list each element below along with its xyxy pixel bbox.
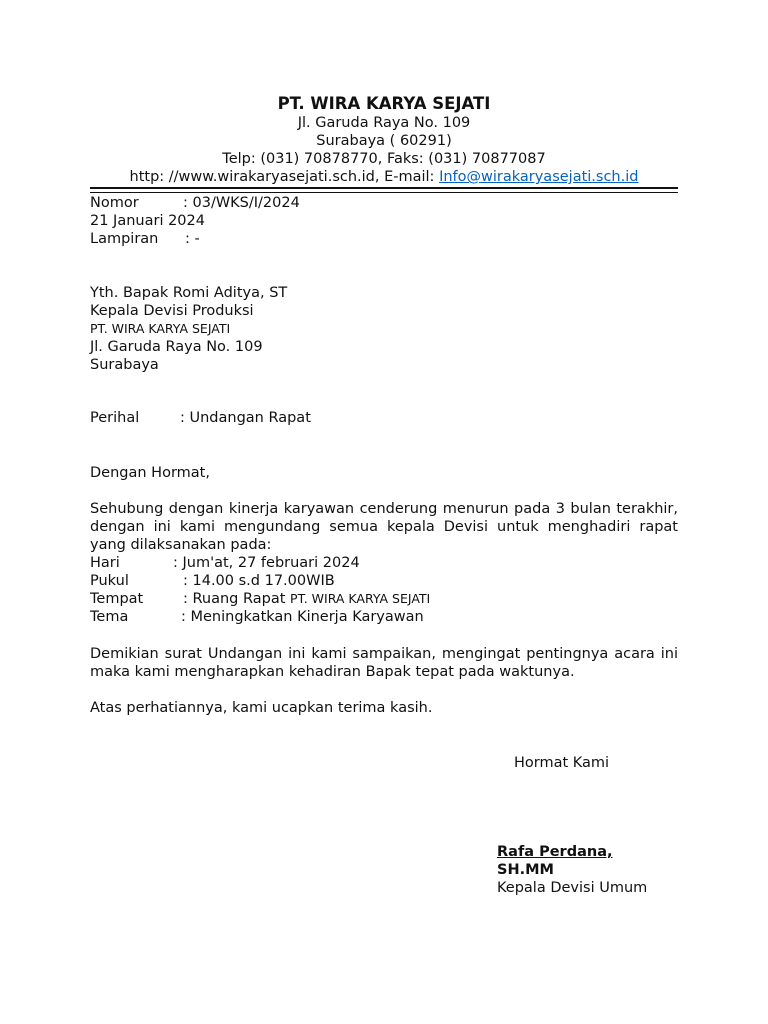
nomor-label: Nomor [90, 195, 139, 211]
recipient-address: Jl. Garuda Raya No. 109 [90, 339, 263, 355]
email-link[interactable]: Info@wirakaryasejati.sch.id [439, 169, 639, 185]
detail-value: : Ruang Rapat [183, 591, 291, 607]
recipient-company: PT. WIRA KARYA SEJATI [90, 321, 231, 336]
recipient-city: Surabaya [90, 357, 159, 373]
signer-degree: SH.MM [497, 862, 554, 878]
company-address: Jl. Garuda Raya No. 109 [297, 115, 471, 131]
signature-block [497, 843, 687, 897]
body-paragraph-1: Sehubung dengan kinerja karyawan cenderung menurun pada 3 bulan terakhir, dengan ini kami mengundang semua kepala Devisi untuk menghadiri rapat yang dilaksanakan pada: [90, 501, 678, 553]
detail-label: Tempat [90, 591, 144, 607]
letterhead-divider-thin [90, 192, 678, 193]
detail-label: Hari [90, 555, 120, 571]
nomor-row [90, 194, 678, 212]
body-paragraph-2: Demikian surat Undangan ini kami sampaikan, mengingat pentingnya acara ini maka kami mengharapkan kehadiran Bapak tepat pada waktunya. [90, 646, 678, 680]
company-name: PT. WIRA KARYA SEJATI [277, 94, 491, 113]
detail-value: : 14.00 s.d 17.00WIB [183, 573, 335, 589]
closing-text: Atas perhatiannya, kami ucapkan terima kasih. [90, 700, 433, 716]
detail-row-tema [90, 608, 678, 626]
subject-row [90, 409, 678, 427]
subject-label: Perihal [90, 410, 140, 426]
detail-value: : Meningkatkan Kinerja Karyawan [181, 609, 424, 625]
detail-label: Tema [90, 609, 129, 625]
signer-position: Kepala Devisi Umum [497, 880, 648, 896]
company-website: http: //www.wirakaryasejati.sch.id, E-mail: [129, 169, 440, 185]
signer-name: Rafa Perdana, [497, 844, 613, 860]
detail-row-hari [90, 554, 678, 572]
meeting-details [90, 554, 678, 626]
nomor-value: : 03/WKS/I/2024 [183, 195, 300, 211]
greeting [90, 464, 678, 482]
lampiran-label: Lampiran [90, 231, 159, 247]
detail-value-company: PT. WIRA KARYA SEJATI [290, 591, 431, 606]
recipient-position: Kepala Devisi Produksi [90, 303, 254, 319]
letter-meta [90, 194, 678, 248]
detail-value: : Jum'at, 27 februari 2024 [173, 555, 360, 571]
closing [90, 699, 678, 717]
detail-row-tempat [90, 590, 678, 608]
recipient-block [90, 284, 678, 374]
detail-label: Pukul [90, 573, 129, 589]
lampiran-value: : - [185, 231, 200, 247]
lampiran-row [90, 230, 678, 248]
detail-row-pukul [90, 572, 678, 590]
company-city: Surabaya ( 60291) [316, 133, 452, 149]
letter-date: 21 Januari 2024 [90, 213, 205, 229]
signature-salutation: Hormat Kami [514, 755, 610, 771]
company-web-email [90, 168, 678, 186]
greeting-text: Dengan Hormat, [90, 465, 210, 481]
recipient-name: Yth. Bapak Romi Aditya, ST [90, 285, 288, 301]
company-phone: Telp: (031) 70878770, Faks: (031) 70877087 [222, 151, 546, 167]
subject-value: : Undangan Rapat [180, 410, 311, 426]
letterhead-divider-thick [90, 187, 678, 189]
letterhead [90, 94, 678, 186]
